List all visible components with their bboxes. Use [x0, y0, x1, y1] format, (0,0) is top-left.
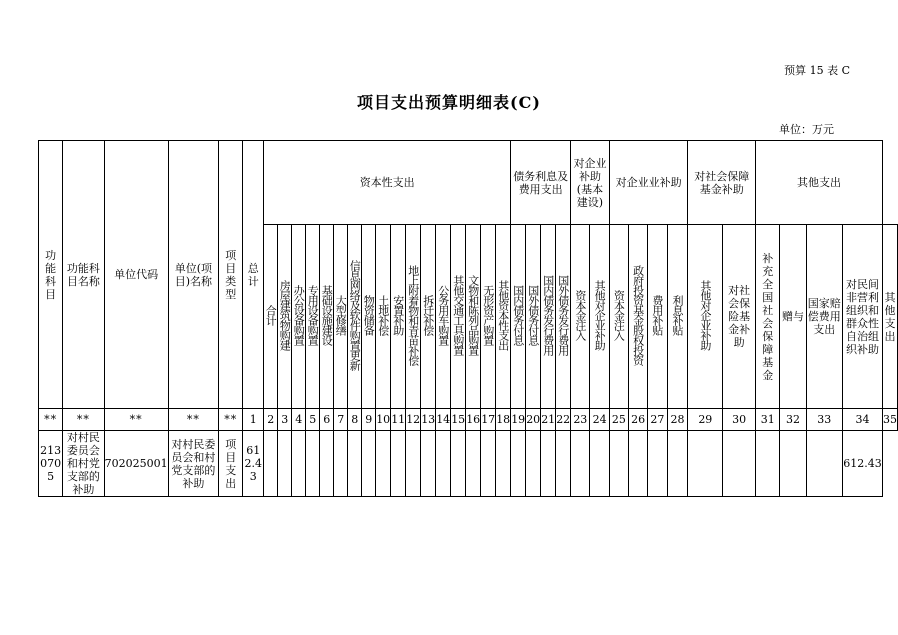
header-enterprise: 对企业业补助 — [609, 141, 688, 225]
table-row — [39, 431, 898, 497]
index-number: 15 — [451, 409, 466, 431]
sub-c21: 国外债务发行费用 — [556, 225, 571, 409]
index-number: 24 — [590, 409, 609, 431]
cell-empty — [688, 431, 723, 497]
index-number: 1 — [243, 409, 264, 431]
sub-c4: 专用设备购置 — [306, 225, 320, 409]
cell-empty — [648, 431, 667, 497]
sub-c18: 国内债务付息 — [511, 225, 526, 409]
cell-empty — [496, 431, 511, 497]
header-enterprise-capital: 对企业补助(基本建设) — [571, 141, 610, 225]
index-star: ** — [104, 409, 168, 431]
sub-c6: 大型修缮 — [334, 225, 348, 409]
cell-empty — [806, 431, 842, 497]
cell-empty — [609, 431, 628, 497]
index-number: 30 — [723, 409, 756, 431]
index-number: 16 — [466, 409, 481, 431]
cell-total: 612.43 — [243, 431, 264, 497]
sub-c8: 物资储备 — [362, 225, 376, 409]
sub-c1: 合计 — [264, 225, 278, 409]
index-number: 35 — [883, 409, 898, 431]
sub-c16: 无形资产购置 — [481, 225, 496, 409]
cell-empty — [306, 431, 320, 497]
index-number: 13 — [421, 409, 436, 431]
cell-empty — [628, 431, 647, 497]
cell-empty — [571, 431, 590, 497]
cell-other-expense: 612.43 — [842, 431, 882, 497]
index-number: 26 — [628, 409, 647, 431]
sub-c24: 资本金注入 — [609, 225, 628, 409]
cell-unit-code: 702025001 — [104, 431, 168, 497]
index-number: 21 — [541, 409, 556, 431]
cell-empty — [436, 431, 451, 497]
cell-empty — [466, 431, 481, 497]
index-number: 18 — [496, 409, 511, 431]
cell-func-name: 对村民委员会和村党支部的补助 — [63, 431, 104, 497]
header-other: 其他支出 — [756, 141, 883, 225]
header-debt: 债务利息及费用支出 — [511, 141, 571, 225]
cell-empty — [292, 431, 306, 497]
sub-c27: 利息补贴 — [667, 225, 688, 409]
sub-c28: 其他对企业补助 — [688, 225, 723, 409]
index-star: ** — [63, 409, 104, 431]
cell-empty — [541, 431, 556, 497]
cell-empty — [348, 431, 362, 497]
cell-empty — [320, 431, 334, 497]
unit-label: 单位：万元 — [779, 123, 834, 136]
sub-c10: 安置补助 — [391, 225, 406, 409]
sub-c22: 资本金注入 — [571, 225, 590, 409]
sub-c12: 拆迁补偿 — [421, 225, 436, 409]
index-number: 23 — [571, 409, 590, 431]
header-func-name: 功能科目名称 — [63, 141, 104, 409]
index-star: ** — [39, 409, 63, 431]
cell-empty — [421, 431, 436, 497]
cell-empty — [590, 431, 609, 497]
sub-c19: 国外债务付息 — [526, 225, 541, 409]
index-number: 9 — [362, 409, 376, 431]
cell-func-code: 2130705 — [39, 431, 63, 497]
sub-c15: 文物和陈列品购置 — [466, 225, 481, 409]
sub-c3: 办公设备购置 — [292, 225, 306, 409]
sub-c29: 对社会保险基金补助 — [723, 225, 756, 409]
sub-c7: 信息网络及软件购置更新 — [348, 225, 362, 409]
sub-c33: 对民间非营利组织和群众性自治组织补助 — [842, 225, 882, 409]
index-number: 14 — [436, 409, 451, 431]
sub-c13: 公务用车购置 — [436, 225, 451, 409]
index-number: 29 — [688, 409, 723, 431]
sub-c14: 其他交通工具购置 — [451, 225, 466, 409]
header-total: 总计 — [243, 141, 264, 409]
sub-c25: 政府投资基金股权投资 — [628, 225, 647, 409]
cell-unit-name: 对村民委员会和村党支部的补助 — [168, 431, 219, 497]
sub-c2: 房屋建筑物购建 — [278, 225, 292, 409]
cell-empty — [334, 431, 348, 497]
index-number: 7 — [334, 409, 348, 431]
header-unit-name: 单位(项目)名称 — [168, 141, 219, 409]
index-number: 4 — [292, 409, 306, 431]
header-func-subject: 功能科目 — [39, 141, 63, 409]
index-number: 27 — [648, 409, 667, 431]
sub-c11: 地上附着物和青苗补偿 — [406, 225, 421, 409]
sub-c30: 补充全国社会保障基金 — [756, 225, 780, 409]
index-number: 2 — [264, 409, 278, 431]
cell-empty — [667, 431, 688, 497]
index-number: 8 — [348, 409, 362, 431]
index-number: 28 — [667, 409, 688, 431]
page-title: 项目支出预算明细表(C) — [357, 93, 541, 112]
sub-c20: 国内债务发行费用 — [541, 225, 556, 409]
header-capital: 资本性支出 — [264, 141, 511, 225]
index-number: 25 — [609, 409, 628, 431]
cell-empty — [780, 431, 806, 497]
index-number: 11 — [391, 409, 406, 431]
cell-empty — [406, 431, 421, 497]
sub-c23: 其他对企业补助 — [590, 225, 609, 409]
index-number: 6 — [320, 409, 334, 431]
cell-empty — [511, 431, 526, 497]
index-number: 34 — [842, 409, 882, 431]
budget-table — [38, 140, 898, 497]
index-star: ** — [219, 409, 243, 431]
cell-empty — [391, 431, 406, 497]
cell-empty — [278, 431, 292, 497]
cell-empty — [556, 431, 571, 497]
cell-project-type: 项目支出 — [219, 431, 243, 497]
sub-c5: 基础设施建设 — [320, 225, 334, 409]
cell-empty — [264, 431, 278, 497]
index-number: 19 — [511, 409, 526, 431]
index-number: 17 — [481, 409, 496, 431]
index-number: 33 — [806, 409, 842, 431]
sub-c26: 费用补贴 — [648, 225, 667, 409]
header-unit-code: 单位代码 — [104, 141, 168, 409]
index-number: 12 — [406, 409, 421, 431]
index-row — [39, 409, 898, 431]
cell-empty — [451, 431, 466, 497]
index-number: 5 — [306, 409, 320, 431]
index-number: 3 — [278, 409, 292, 431]
index-number: 32 — [780, 409, 806, 431]
sub-c32: 国家赔偿费用支出 — [806, 225, 842, 409]
header-project-type: 项目类型 — [219, 141, 243, 409]
header-social: 对社会保障基金补助 — [688, 141, 756, 225]
table-code: 预算 15 表 C — [784, 64, 850, 77]
index-number: 22 — [556, 409, 571, 431]
cell-empty — [526, 431, 541, 497]
cell-empty — [362, 431, 376, 497]
index-number: 10 — [376, 409, 391, 431]
cell-empty — [376, 431, 391, 497]
sub-c17: 其他资本性支出 — [496, 225, 511, 409]
sub-c9: 土地补偿 — [376, 225, 391, 409]
cell-empty — [723, 431, 756, 497]
sub-c34: 其他支出 — [883, 225, 898, 409]
cell-empty — [481, 431, 496, 497]
cell-empty — [756, 431, 780, 497]
index-number: 31 — [756, 409, 780, 431]
sub-c31: 赠与 — [780, 225, 806, 409]
index-star: ** — [168, 409, 219, 431]
index-number: 20 — [526, 409, 541, 431]
